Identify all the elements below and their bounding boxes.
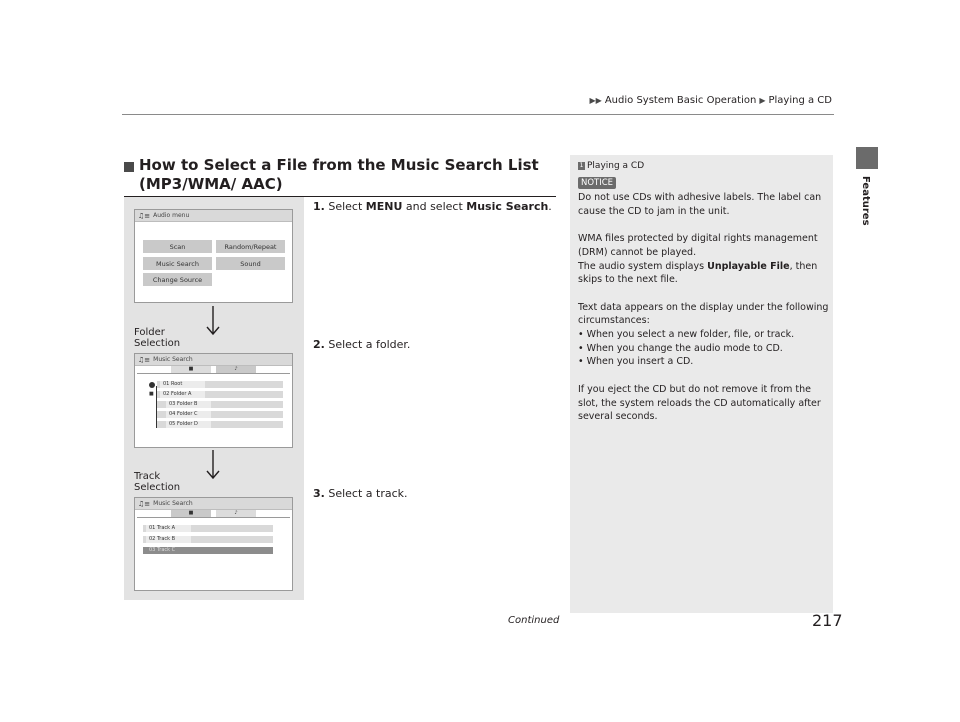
random-repeat-button[interactable]: Random/Repeat xyxy=(216,240,285,253)
step-2: 2. Select a folder. xyxy=(313,338,411,351)
folder-icon: ■ xyxy=(149,391,154,397)
change-source-button[interactable]: Change Source xyxy=(143,273,212,286)
search-tabs xyxy=(171,510,256,517)
list-item: • When you select a new folder, file, or track. xyxy=(578,329,795,340)
notice-badge: NOTICE xyxy=(578,177,616,189)
folder-tab[interactable]: ■ xyxy=(171,366,211,373)
track-selection-caption: Track Selection xyxy=(134,471,181,493)
section-side-label: Features xyxy=(860,176,871,226)
folder-row[interactable]: 03 Folder B xyxy=(157,401,283,408)
page-number: 217 xyxy=(812,611,843,630)
track-row[interactable]: 01 Track A xyxy=(143,525,273,532)
track-search-screen xyxy=(134,497,293,591)
tab-divider xyxy=(137,373,290,374)
folder-row[interactable]: 05 Folder D xyxy=(157,421,283,428)
tab-divider xyxy=(137,517,290,518)
screen-title: Music Search xyxy=(153,500,193,507)
heading-text: How to Select a File from the Music Search List (MP3/WMA/ AAC) xyxy=(139,156,539,193)
note-body xyxy=(578,191,830,438)
list-item: • When you change the audio mode to CD. xyxy=(578,342,783,354)
search-tabs xyxy=(171,366,256,373)
section-heading xyxy=(124,156,556,194)
screen-header xyxy=(135,210,292,222)
arrow-right-icon: ▶▶ xyxy=(589,96,602,105)
music-note-icon: ♫≡ xyxy=(138,355,151,364)
track-tab[interactable]: ♪ xyxy=(216,510,256,517)
section-tab-marker xyxy=(856,147,878,169)
folder-tab[interactable]: ■ xyxy=(171,510,211,517)
folder-row[interactable]: 01 Root xyxy=(157,381,283,388)
screen-title: Audio menu xyxy=(153,212,190,219)
music-note-icon: ♫≡ xyxy=(138,499,151,508)
folder-row[interactable]: 04 Folder C xyxy=(157,411,283,418)
breadcrumb xyxy=(590,95,832,106)
music-note-icon: ♫≡ xyxy=(138,211,151,220)
breadcrumb-topic[interactable]: Playing a CD xyxy=(768,95,832,106)
track-tab[interactable]: ♪ xyxy=(216,366,256,373)
heading-square-icon xyxy=(124,162,134,172)
screen-title: Music Search xyxy=(153,356,193,363)
arrow-down-icon xyxy=(206,450,220,480)
step-1: 1. Select MENU and select Music Search. xyxy=(313,200,552,213)
list-item: • When you insert a CD. xyxy=(578,356,694,368)
screen-header xyxy=(135,354,292,366)
track-row-selected[interactable]: 03 Track C xyxy=(143,547,273,554)
folder-search-screen xyxy=(134,353,293,448)
folder-selection-caption: Folder Selection xyxy=(134,327,181,349)
sound-button[interactable]: Sound xyxy=(216,257,285,270)
arrow-down-icon xyxy=(206,306,220,336)
note-title: 1 Playing a CD xyxy=(579,161,645,171)
note-paragraph: Do not use CDs with adhesive labels. The label can cause the CD to jam in the unit. xyxy=(578,192,822,217)
root-folder-icon xyxy=(149,382,155,388)
step-3: 3. Select a track. xyxy=(313,487,408,500)
note-panel xyxy=(570,155,833,613)
track-row[interactable]: 02 Track B xyxy=(143,536,273,543)
note-paragraph: If you eject the CD but do not remove it from the slot, the system reloads the CD automatically after several seconds. xyxy=(578,383,821,423)
audio-menu-screen xyxy=(134,209,293,303)
screen-header xyxy=(135,498,292,510)
screens-panel xyxy=(124,197,304,600)
note-paragraph: Text data appears on the display under the following circumstances: • When you select a new folder, file, or track. • When you change the audio mode to CD. • When you insert a CD. xyxy=(578,301,829,368)
continued-label: Continued xyxy=(508,615,560,626)
folder-row[interactable]: 02 Folder A xyxy=(157,391,283,398)
arrow-right-icon: ▶ xyxy=(759,96,766,105)
scan-button[interactable]: Scan xyxy=(143,240,212,253)
music-search-button[interactable]: Music Search xyxy=(143,257,212,270)
reference-icon: 1 xyxy=(579,162,584,169)
note-paragraph: WMA files protected by digital rights management (DRM) cannot be played. The audio system displays Unplayable File, then skips to the next file. xyxy=(578,233,818,286)
header-rule xyxy=(122,114,834,115)
breadcrumb-section[interactable]: Audio System Basic Operation xyxy=(604,95,757,106)
